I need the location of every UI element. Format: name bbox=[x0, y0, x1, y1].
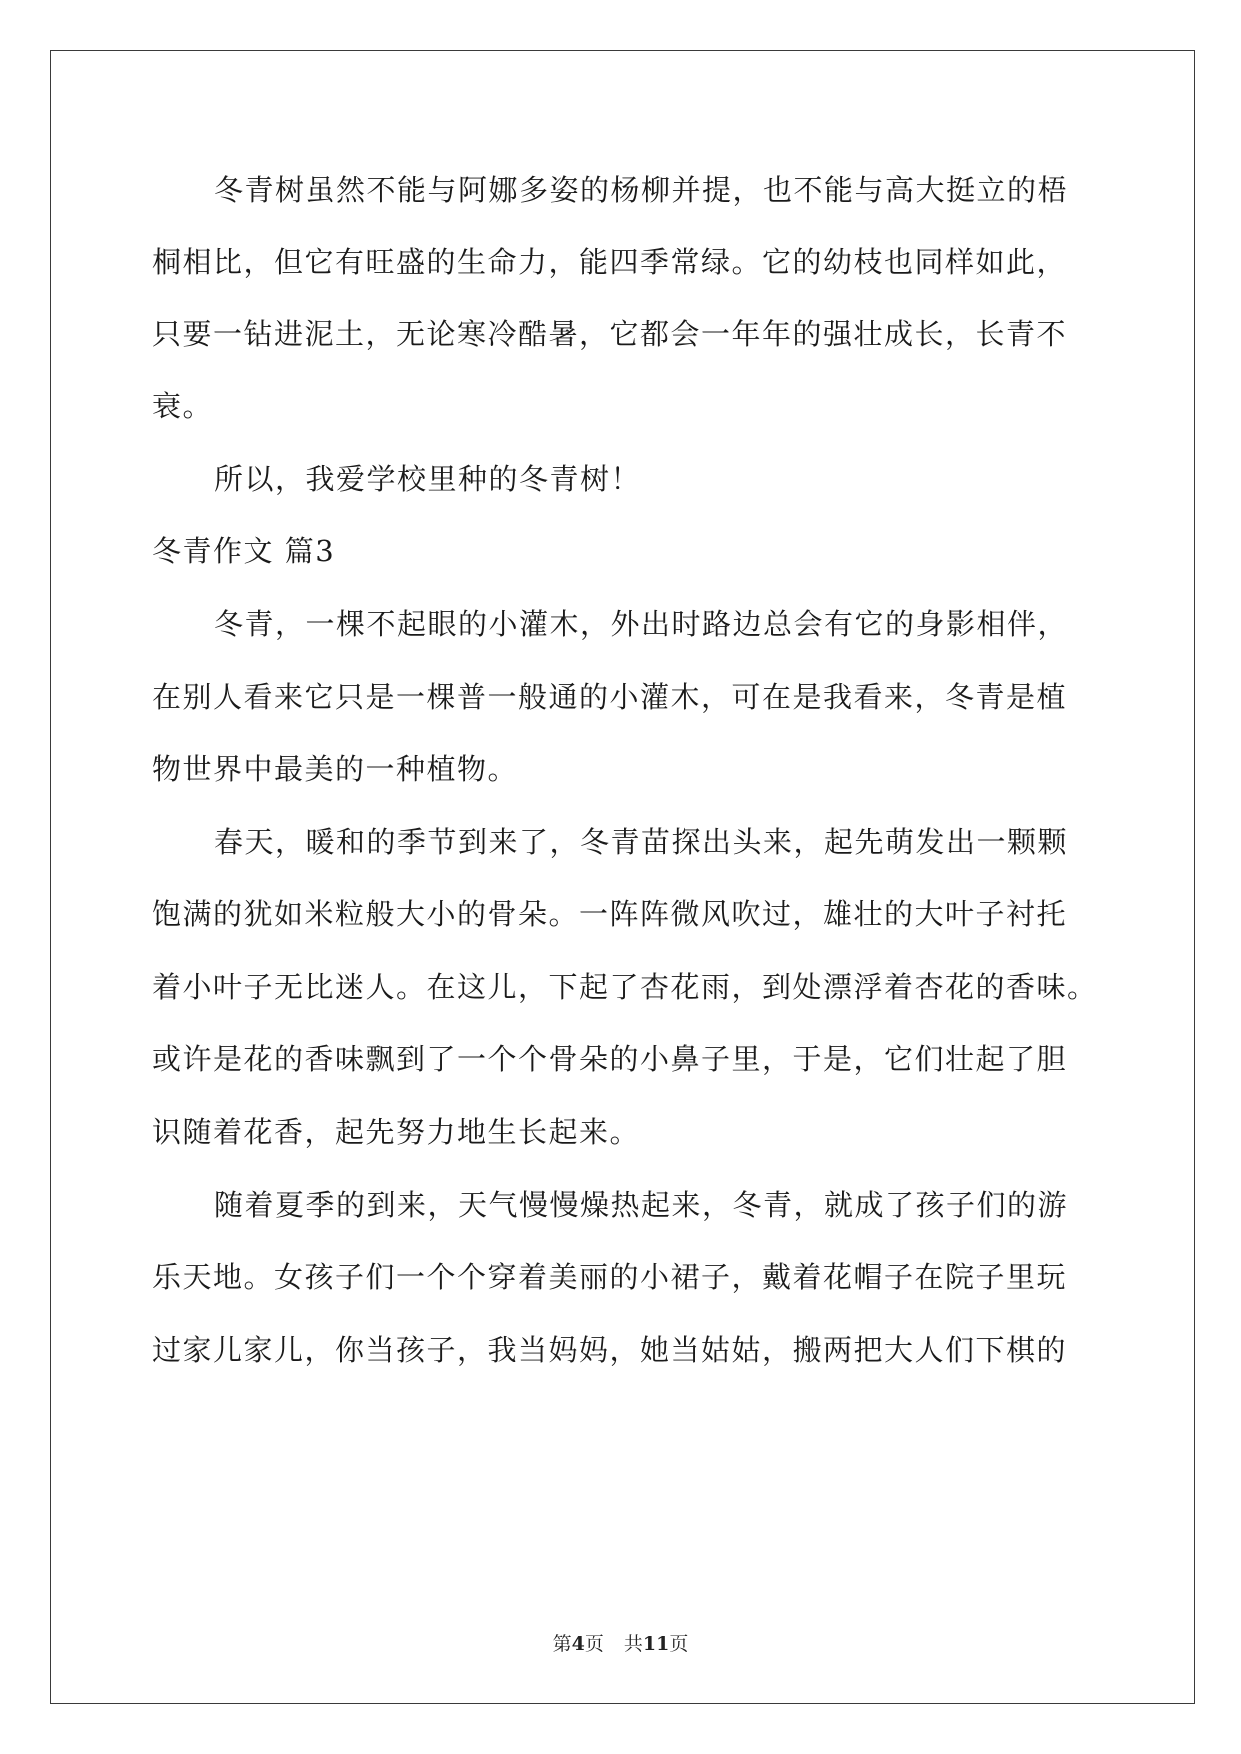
text-line: 在别人看来它只是一棵普一般通的小灌木，可在是我看来，冬青是植 bbox=[152, 680, 1068, 714]
text-line: 饱满的犹如米粒般大小的骨朵。一阵阵微风吹过，雄壮的大叶子衬托 bbox=[152, 897, 1068, 931]
text-line: 随着夏季的到来，天气慢慢燥热起来，冬青，就成了孩子们的游 bbox=[214, 1188, 1069, 1222]
text-line: 冬青，一棵不起眼的小灌木，外出时路边总会有它的身影相伴， bbox=[214, 607, 1069, 641]
page-footer bbox=[0, 1631, 1241, 1657]
text-line: 桐相比，但它有旺盛的生命力，能四季常绿。它的幼枝也同样如此， bbox=[152, 245, 1068, 279]
text-line: 识随着花香，起先努力地生长起来。 bbox=[152, 1115, 641, 1149]
text-line: 只要一钻进泥土，无论寒冷酷暑，它都会一年年的强壮成长，长青不 bbox=[152, 317, 1068, 351]
text-line: 过家儿家儿，你当孩子，我当妈妈，她当姑姑，搬两把大人们下棋的 bbox=[152, 1333, 1068, 1367]
text-line: 春天，暖和的季节到来了，冬青苗探出头来，起先萌发出一颗颗 bbox=[214, 825, 1069, 859]
text-line: 衰。 bbox=[152, 389, 214, 423]
footer-total-suffix: 页 bbox=[669, 1633, 689, 1655]
footer-page-number: 4 bbox=[571, 1633, 585, 1655]
footer-prefix: 第 bbox=[552, 1633, 572, 1655]
section-heading: 冬青作文 篇3 bbox=[152, 534, 336, 568]
text-line: 乐天地。女孩子们一个个穿着美丽的小裙子，戴着花帽子在院子里玩 bbox=[152, 1260, 1068, 1294]
text-line: 冬青树虽然不能与阿娜多姿的杨柳并提，也不能与高大挺立的梧 bbox=[214, 173, 1069, 207]
footer-total-pages: 11 bbox=[642, 1633, 670, 1655]
footer-page-suffix: 页 bbox=[584, 1633, 604, 1655]
footer-total-prefix: 共 bbox=[623, 1633, 643, 1655]
text-line: 所以，我爱学校里种的冬青树！ bbox=[214, 462, 642, 496]
text-line: 物世界中最美的一种植物。 bbox=[152, 752, 519, 786]
text-line: 或许是花的香味飘到了一个个骨朵的小鼻子里，于是，它们壮起了胆 bbox=[152, 1042, 1068, 1076]
page-border bbox=[50, 50, 1195, 1704]
text-line: 着小叶子无比迷人。在这儿，下起了杏花雨，到处漂浮着杏花的香味。 bbox=[152, 970, 1098, 1004]
